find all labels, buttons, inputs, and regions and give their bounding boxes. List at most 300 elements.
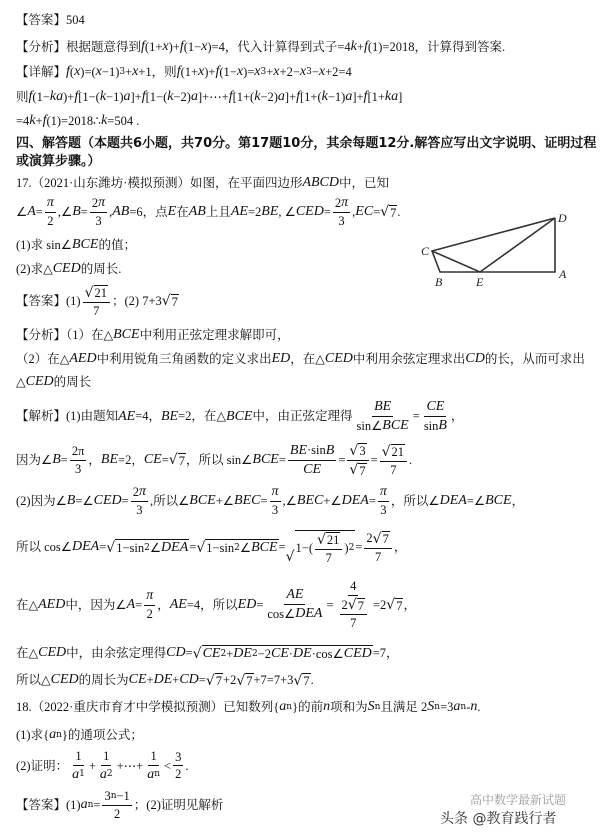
math-variable: k (101, 113, 108, 128)
radicand (178, 453, 186, 468)
math-variable: f (74, 89, 79, 104)
numerator (173, 751, 183, 767)
text-run: 中，因为∠ (65, 597, 127, 612)
text-run: ， (88, 452, 101, 467)
solution-line-6 (16, 645, 399, 661)
square-root (85, 285, 108, 300)
math-variable: a (123, 89, 131, 104)
text-run: , (352, 204, 356, 219)
math-variable: f (176, 64, 181, 79)
problem-17-analysis-2 (16, 352, 585, 366)
radical-sign: √ (381, 443, 391, 460)
superscript: 2 (220, 648, 227, 659)
text-run: 2 (91, 195, 99, 210)
math-variable: CED (38, 645, 67, 660)
fraction (288, 444, 336, 477)
text-run: 上且 (205, 204, 231, 219)
text-run: , ∠ (278, 204, 296, 219)
math-variable: f (42, 113, 47, 128)
radicand (171, 294, 179, 309)
math-variable: k (350, 39, 357, 54)
square-root (317, 532, 340, 547)
radical-sign: √ (168, 452, 178, 469)
text-run: 中，已知 (339, 175, 390, 190)
text-run: 7 (93, 303, 100, 318)
fraction (144, 589, 155, 621)
math-variable: BCE (226, 408, 253, 424)
text-run: 21 (326, 533, 340, 547)
math-variable: DEA (72, 539, 100, 554)
math-variable: AE (118, 408, 136, 424)
text-run: = (278, 539, 286, 554)
solution-line-3 (16, 485, 524, 517)
text-run: 17.（2021·山东潍坊·模拟预测）如图，在平面四边形 (16, 175, 303, 190)
radicand (391, 444, 406, 459)
text-run: 2 (341, 597, 348, 612)
radical-sign: √ (347, 597, 357, 613)
text-run: 所以 cos∠ (16, 539, 72, 554)
text-run: 【答案】(1) (16, 293, 81, 308)
math-variable: CE (143, 452, 162, 467)
math-variable: BCE (382, 418, 409, 433)
math-variable: ka (49, 89, 64, 104)
text-run: = (93, 797, 101, 812)
numerator (70, 445, 87, 461)
text-run: ·cos∠ (311, 646, 344, 661)
fraction (315, 532, 342, 564)
square-root (236, 673, 253, 688)
square-root (193, 645, 373, 661)
text-run: ；(2) 7+3 (112, 293, 162, 308)
text-run: =2 (247, 204, 262, 219)
square-root (386, 598, 403, 613)
text-run: 3 (95, 214, 102, 228)
text-run: 1 (103, 749, 110, 763)
denominator (301, 461, 323, 477)
math-variable: B (52, 452, 61, 467)
fraction (70, 445, 87, 475)
watermark-main: 头条 @教育践行者 (440, 811, 557, 827)
radical-sign: √ (293, 672, 303, 689)
problem-18-part1 (16, 728, 143, 742)
subscript: 2 (106, 769, 113, 779)
text-run: 21 (94, 286, 107, 300)
math-variable: x (273, 64, 280, 79)
text-run: ， (450, 409, 464, 424)
problem-18-answer (16, 790, 223, 820)
text-run: ∠ (16, 204, 28, 219)
fraction (336, 580, 371, 630)
text-run: 在△ (16, 597, 39, 612)
text-run: ；(2)证明见解析 (133, 797, 224, 812)
text-run: . (310, 673, 314, 687)
math-variable: BEC (296, 492, 324, 508)
math-variable: A (27, 203, 36, 219)
text-run: 7 (357, 598, 364, 613)
text-run: 中，由余弦定理得 (66, 645, 167, 660)
math-variable: a (147, 766, 155, 782)
text-run: 7 (390, 205, 397, 220)
numerator (348, 580, 358, 596)
math-variable: f (66, 64, 70, 79)
math-variable: BCE (485, 492, 512, 508)
text-run: 2 (132, 484, 139, 499)
text-run: (1)求 sin∠ (16, 237, 72, 252)
text-run: 1−sin (206, 540, 235, 555)
numerator (372, 400, 393, 417)
math-variable: x (74, 64, 81, 79)
numerator (131, 485, 148, 502)
radical-sign: √ (386, 597, 396, 613)
figure-lines (432, 218, 555, 272)
math-variable: DEA (295, 606, 323, 622)
text-run: = (370, 452, 378, 467)
fraction (102, 790, 131, 820)
numerator (73, 750, 83, 766)
math-variable: S (367, 699, 375, 714)
math-variable: S (427, 699, 435, 714)
math-variable: π (271, 484, 279, 499)
text-run: 7 (215, 674, 223, 688)
triangle-ced (432, 218, 555, 272)
math-variable: CED (324, 351, 353, 366)
text-run: + (35, 113, 43, 128)
radical-sign: √ (236, 672, 246, 689)
denominator (388, 462, 398, 477)
problem-17-answer (16, 285, 179, 317)
text-run: [1+ (367, 89, 385, 104)
subscript: n (56, 729, 62, 740)
text-run: + (172, 673, 180, 687)
text-run: 7 (178, 453, 185, 468)
fraction (131, 485, 148, 517)
math-variable: BCE (72, 237, 99, 252)
text-run: = (198, 673, 206, 687)
square-root (162, 294, 179, 309)
text-run: ∠ (149, 540, 162, 555)
text-run: −2 (257, 646, 271, 661)
text-run: 21 (391, 445, 405, 459)
quadrilateral-figure (418, 208, 568, 293)
math-variable: BE (374, 399, 392, 414)
text-run: 7 (359, 463, 366, 478)
text-run: . (397, 204, 401, 219)
problem-17-part1 (16, 238, 136, 252)
text-run: 的周长为 (78, 673, 129, 687)
text-run: 【详解】 (16, 64, 67, 79)
superscript: 2 (348, 542, 355, 553)
text-run: （2）在△ (16, 351, 70, 366)
text-run: . (477, 699, 481, 714)
square-root (106, 539, 189, 555)
numerator (340, 598, 367, 616)
text-run: ， (157, 597, 170, 612)
denominator (145, 766, 162, 782)
math-variable: CE (426, 399, 445, 414)
text-run: −1) (101, 64, 120, 79)
math-variable: f (215, 64, 220, 79)
text-run: ， (393, 539, 407, 554)
math-variable: AED (69, 351, 97, 366)
text-run: = (121, 493, 129, 508)
label-b: B (435, 275, 443, 289)
fraction (90, 196, 107, 228)
numerator (144, 589, 155, 606)
text-run: 2 (47, 214, 54, 228)
radicand (205, 539, 278, 555)
numerator (83, 285, 110, 303)
numerator (378, 485, 389, 502)
numerator (102, 790, 131, 806)
text-run: + (226, 646, 234, 661)
text-run: +∠ (323, 493, 342, 508)
denominator (336, 596, 371, 630)
text-run: 3 (175, 749, 182, 764)
subscript: n (286, 701, 293, 712)
text-run: 2 (113, 806, 121, 821)
radicand (302, 673, 310, 688)
text-run: + (356, 39, 364, 54)
text-run: 在 (176, 204, 189, 219)
math-variable: a (80, 797, 88, 812)
numerator (270, 485, 281, 502)
fraction (98, 750, 115, 782)
math-variable: CE (202, 646, 221, 661)
denominator (324, 550, 334, 565)
text-run: 3 (75, 461, 82, 476)
quadrilateral-outline (432, 218, 555, 272)
math-variable: DEA (439, 492, 467, 508)
fraction (364, 531, 391, 563)
square-root (349, 443, 366, 458)
math-variable: DE (153, 672, 173, 688)
solution-line-7 (16, 673, 314, 688)
numerator (424, 400, 446, 417)
text-run: 1−sin (116, 540, 145, 555)
math-variable: x (201, 39, 208, 54)
fraction (173, 751, 183, 781)
superscript: 3 (119, 66, 126, 77)
radical-sign: √ (205, 672, 215, 689)
text-run: =4 (16, 113, 30, 128)
math-variable: x (254, 64, 261, 79)
math-variable: BEC (234, 492, 261, 508)
superscript: n (110, 790, 117, 801)
math-variable: f (28, 89, 33, 104)
text-run: ，在△ (290, 351, 325, 366)
text-run: 7 (382, 532, 389, 546)
text-run: · (288, 646, 294, 661)
label-a: A (559, 267, 567, 281)
text-run: )+ (204, 64, 216, 79)
radicand (245, 673, 253, 688)
math-variable: k (321, 89, 328, 104)
numerator (315, 532, 342, 550)
text-run: 7 (374, 549, 382, 564)
math-variable: π (379, 484, 387, 499)
numerator (101, 750, 111, 766)
math-variable: π (146, 588, 154, 603)
text-run: ]+ (284, 89, 297, 104)
text-run: − (311, 64, 319, 79)
text-run: 7 (390, 462, 397, 477)
fraction (340, 598, 367, 630)
math-variable: a (279, 699, 287, 714)
text-run: 的周长 (53, 374, 92, 389)
subscript: n (374, 701, 381, 712)
text-run: = (338, 452, 346, 467)
numerator (288, 444, 336, 461)
text-run: ]+⋯+ (197, 89, 229, 104)
text-run: = (326, 597, 334, 612)
solution-line-5 (16, 580, 416, 630)
math-variable: f (228, 89, 233, 104)
numerator (45, 196, 56, 213)
text-run: −1) (106, 89, 124, 104)
radicand (295, 530, 356, 564)
numerator (364, 531, 391, 549)
subscript: 1 (79, 769, 85, 779)
radical-sign: √ (196, 540, 206, 556)
text-run: 1 (150, 749, 157, 763)
text-run: 中利用余弦定理求出 (352, 351, 466, 366)
text-run: cos∠ (267, 607, 296, 621)
text-run: 7 (396, 598, 403, 613)
denominator (93, 213, 103, 228)
text-run: ，所以∠ (390, 493, 440, 508)
text-run: = (80, 204, 88, 219)
section-heading: 四、解答题（本题共6小题，共70分。第17题10分，其余每题12分.解答应写出文字说明、证明过程或演算步骤。） (16, 136, 597, 169)
math-variable: a (277, 89, 285, 104)
problem-18-part2 (16, 750, 188, 782)
math-variable: BE (100, 452, 119, 467)
text-run: (1)=2018，计算得到答案. (367, 39, 506, 54)
text-run: 【答案】504 (16, 13, 85, 27)
square-root (382, 444, 405, 459)
denominator (73, 461, 83, 476)
fraction (347, 443, 368, 477)
math-variable: x (198, 64, 205, 79)
numerator (90, 196, 107, 213)
text-run: 所以△ (16, 673, 51, 687)
text-run: 且满足 2 (380, 699, 428, 714)
math-variable: BCE (252, 452, 279, 467)
text-run: < (164, 758, 172, 773)
text-run: (1− (183, 39, 202, 54)
math-variable: x (95, 64, 102, 79)
math-variable: AB (188, 203, 206, 219)
text-run: + (266, 64, 274, 79)
math-variable: a (190, 89, 198, 104)
math-variable: a (72, 766, 80, 782)
text-run: 3 (104, 789, 111, 803)
math-variable: A (126, 596, 136, 612)
text-run: [1+( (300, 89, 322, 104)
text-run: 则 (16, 89, 29, 104)
text-run: 中，由正弦定理得 (252, 409, 353, 424)
fraction (70, 750, 87, 782)
radicand (395, 598, 403, 613)
text-run: + (125, 64, 133, 79)
text-run: 3 (338, 214, 345, 228)
text-run: =∠ (75, 493, 94, 508)
text-run: 3 (380, 503, 387, 517)
text-run: 【分析】根据题意得到 (16, 39, 142, 54)
text-run: = (60, 452, 68, 467)
text-run: = (99, 539, 107, 554)
text-run: (2)求△ (16, 261, 53, 276)
text-run: −2) (173, 89, 191, 104)
text-run: −1 (116, 789, 130, 803)
text-run: +2=4 (325, 64, 352, 79)
text-run: 7 (350, 616, 357, 630)
problem-17-part2 (16, 262, 121, 276)
text-run: 2 (146, 607, 153, 621)
math-variable: ABCD (302, 175, 340, 190)
text-run: (1)=2018∴ (46, 113, 102, 128)
denominator (98, 766, 115, 782)
math-variable: B (325, 442, 335, 458)
math-variable: DE (293, 646, 312, 661)
denominator (378, 502, 388, 517)
text-run: 7 (246, 674, 253, 688)
text-run: = (135, 597, 143, 612)
radical-sign: √ (285, 549, 295, 565)
text-run: =3 (440, 699, 454, 714)
text-run: sin (423, 418, 439, 433)
text-run: = (278, 452, 286, 467)
text-run: =504 . (107, 113, 140, 128)
math-variable: a (49, 727, 57, 742)
numerator (380, 444, 407, 462)
radicand (357, 598, 365, 613)
math-variable: AED (38, 596, 66, 612)
text-run: ) (344, 540, 349, 555)
radical-sign: √ (317, 531, 326, 548)
text-run: =6，点 (129, 204, 168, 219)
math-variable: a (453, 699, 461, 714)
text-run: ,∠ (282, 493, 297, 508)
text-run: 的周长. (80, 261, 122, 276)
text-run: 2 (334, 195, 342, 210)
derivation-line (16, 90, 402, 104)
radical-sign: √ (84, 284, 94, 301)
problem-18-title (16, 700, 481, 714)
text-run: ，所以 sin∠ (185, 452, 253, 467)
math-variable: B (438, 418, 447, 433)
text-run: - (466, 699, 471, 714)
math-variable: n (323, 699, 331, 714)
math-variable: DE (233, 646, 252, 661)
math-variable: B (66, 492, 76, 508)
text-run: 项和为 (330, 699, 368, 714)
numerator (347, 443, 368, 461)
radical-sign: √ (161, 293, 171, 310)
math-variable: DEA (161, 540, 189, 555)
math-variable: π (138, 484, 146, 499)
text-run: [1−( (145, 89, 168, 104)
text-run: +1，则 (138, 64, 177, 79)
denominator (336, 213, 346, 228)
text-run: =2，在△ (178, 409, 227, 424)
text-run: )+ (63, 89, 75, 104)
text-run: 2π (71, 444, 85, 458)
radical-sign: √ (192, 646, 202, 662)
math-variable: x (236, 64, 244, 79)
superscript: 2 (144, 542, 150, 553)
math-variable: BCE (189, 492, 216, 508)
fraction (45, 196, 56, 228)
